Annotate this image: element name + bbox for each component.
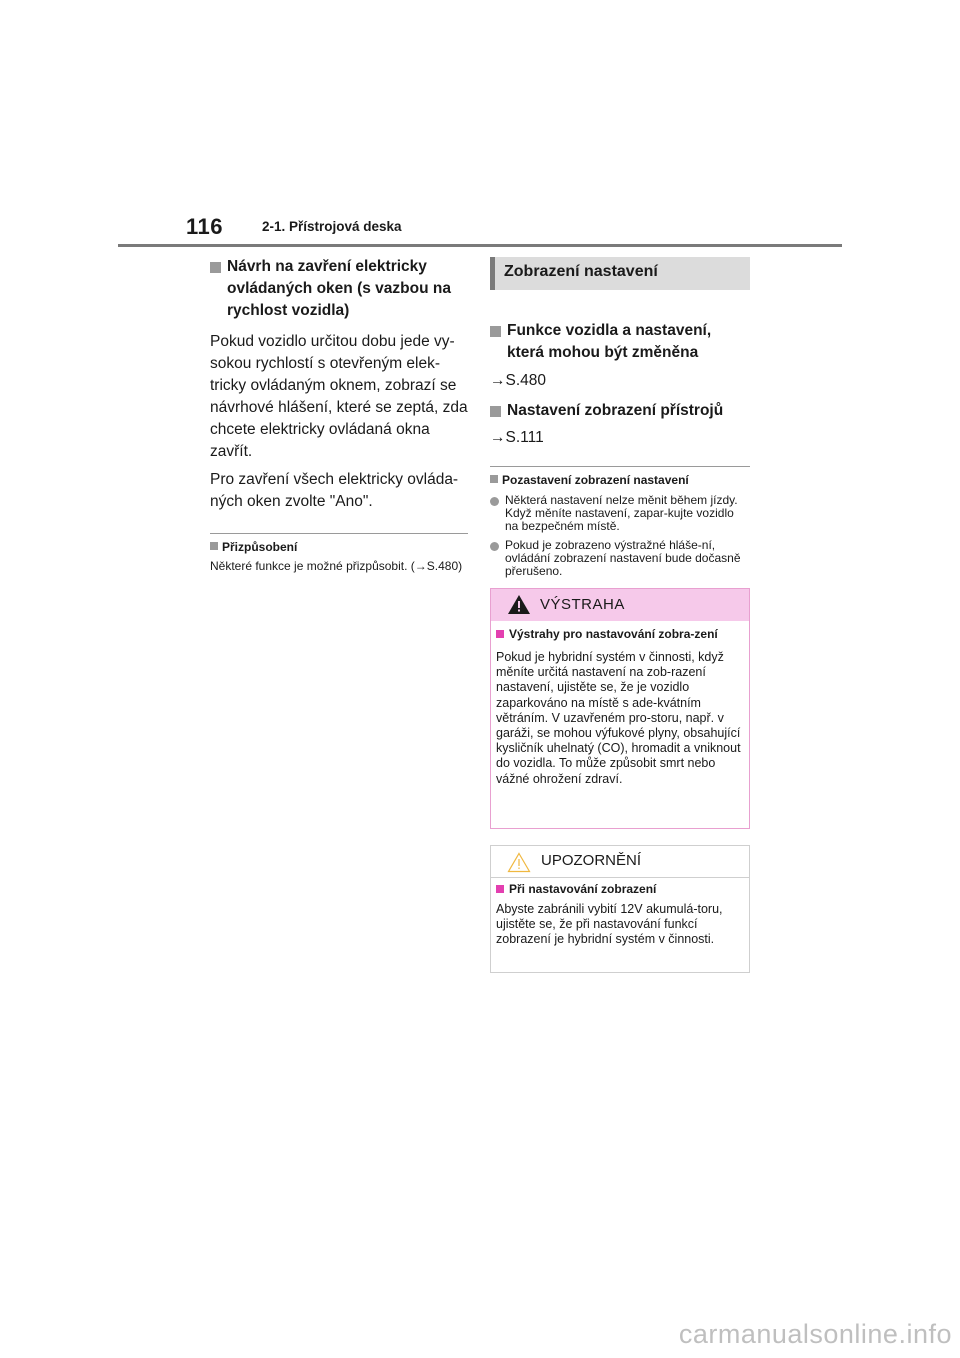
list-item: Pokud je zobrazeno výstražné hláše-ní, ovládání zobrazení nastavení bude dočasně přerušeno.	[490, 539, 750, 578]
square-bullet-icon	[496, 885, 504, 893]
header-divider	[118, 244, 842, 247]
warning-triangle-icon	[507, 594, 531, 615]
square-bullet-icon	[490, 326, 501, 337]
section-title: 2-1. Přístrojová deska	[262, 219, 402, 234]
left-note-heading: Přizpůsobení	[210, 540, 468, 555]
caution-triangle-icon	[507, 852, 531, 873]
left-paragraph-1: Pokud vozidlo určitou dobu jede vy-sokou rychlostí s otevřeným elek-tricky ovládaným oknem, zobrazí se návrhové hlášení, které se zeptá, zda chcete elektricky ovládaná okna zavřít.	[210, 333, 468, 460]
right-column	[490, 257, 750, 578]
page-number: 116	[186, 214, 223, 239]
section-tab-title: Zobrazení nastavení	[504, 263, 658, 280]
notice-text: Abyste zabránili vybití 12V akumulá-toru, ujistěte se, že při nastavování funkcí zobrazení je hybridní systém v činnosti.	[496, 902, 723, 946]
warning-header	[491, 589, 749, 621]
notice-heading: Při nastavování zobrazení	[496, 882, 744, 897]
square-bullet-icon	[490, 475, 498, 483]
watermark: carmanualsonline.info	[678, 1319, 952, 1349]
item2-heading: Nastavení zobrazení přístrojů	[490, 400, 750, 422]
item1-heading: Funkce vozidla a nastavení, která mohou být změněna	[490, 320, 750, 364]
right-divider	[490, 466, 750, 467]
square-bullet-icon	[490, 406, 501, 417]
section-tab	[490, 257, 750, 290]
left-column	[210, 256, 468, 573]
notice-box	[490, 845, 750, 973]
left-divider	[210, 533, 468, 534]
warning-title: VÝSTRAHA	[540, 596, 625, 613]
circle-bullet-icon	[490, 542, 499, 551]
left-note-text: Některé funkce je možné přizpůsobit. (→S.480)	[210, 559, 463, 573]
pause-heading: Pozastavení zobrazení nastavení	[490, 473, 750, 488]
notice-header	[491, 846, 749, 878]
list-item: Některá nastavení nelze měnit během jízdy. Když měníte nastavení, zapar-kujte vozidlo na bezpečném místě.	[490, 494, 750, 533]
warning-heading: Výstrahy pro nastavování zobra-zení	[496, 627, 744, 642]
left-heading-text: Návrh na zavření elektricky ovládaných oken (s vazbou na rychlost vozidla)	[227, 258, 451, 319]
item1-reference[interactable]: →S.480	[490, 372, 547, 389]
left-heading	[210, 256, 468, 322]
square-bullet-icon	[496, 630, 504, 638]
notice-title: UPOZORNĚNÍ	[541, 852, 642, 869]
warning-text: Pokud je hybridní systém v činnosti, když měníte určitá nastavení na zob-razení nastavení, ujistěte se, že je vozidlo zaparkováno na místě s ade-kvátním větráním. V uzavřeném pro-storu, např. v garáži, se mohou výfukové plyny, obsahující kysličník uhelnatý (CO), hromadit a vniknout do vozidla. To může způsobit smrt nebo vážné ohrožení zdraví.	[496, 650, 741, 786]
warning-box	[490, 588, 750, 829]
square-bullet-icon	[210, 262, 221, 273]
left-paragraph-2: Pro zavření všech elektricky ovláda-ných oken zvolte "Ano".	[210, 471, 459, 510]
circle-bullet-icon	[490, 497, 499, 506]
item2-reference[interactable]: →S.111	[490, 429, 544, 446]
square-bullet-icon	[210, 542, 218, 550]
